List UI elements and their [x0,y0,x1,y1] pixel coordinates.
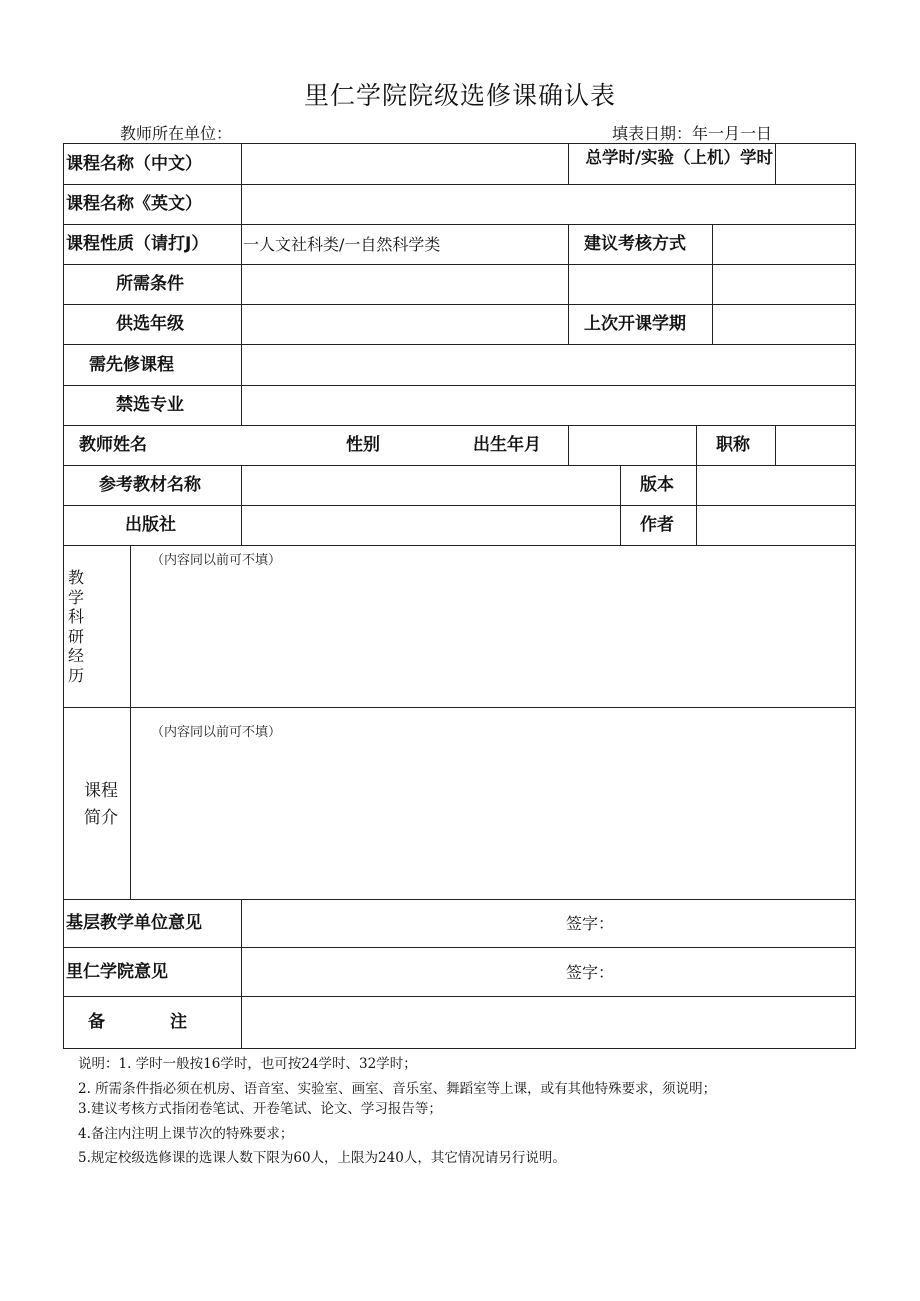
note-line-4: 4.备注内注明上课节次的特殊要求； [78,1126,294,1142]
teacher-unit-label: 教师所在单位： [120,124,233,143]
remark-label-char2: 注 [170,1012,187,1032]
course-name-en-label: 课程名称《英文） [66,194,202,214]
course-name-cn-label: 课程名称（中文） [66,154,202,174]
requirements-label: 所需条件 [116,274,184,294]
experience-label: 教学科研经历 [68,568,85,685]
course-nature-options: 一人文社科类/一自然科学类 [243,235,441,254]
unit-opinion-label: 基层教学单位意见 [66,913,202,933]
total-hours-label: 总学时/实验（上机）学时 [585,148,773,167]
college-opinion-label: 里仁学院意见 [66,962,168,982]
birth-label: 出生年月 [473,435,541,455]
title-rank-label: 职称 [716,435,750,455]
note-line-5: 5.规定校级选修课的选课人数下限为60人，上限为240人，其它情况请另行说明。 [78,1150,566,1166]
form-title: 里仁学院院级选修课确认表 [303,81,616,110]
note-line-1: 说明：1. 学时一般按16学时，也可按24学时、32学时； [78,1056,417,1072]
last-term-label: 上次开课学期 [584,314,686,334]
teacher-name-label: 教师姓名 [79,435,147,455]
intro-label-line2: 简介 [84,808,118,828]
unit-sign-label: 签字： [566,914,615,933]
assessment-method-label: 建议考核方式 [584,234,686,254]
intro-label-line1: 课程 [84,781,118,801]
fill-date-label: 填表日期：年一月一日 [612,124,773,143]
college-sign-label: 签字： [566,963,615,982]
note-line-2: 2. 所需条件指必须在机房、语音室、实验室、画室、音乐室、舞蹈室等上课，或有其他特殊要求，须说明； [78,1081,717,1097]
intro-note: （内容同以前可不填） [151,725,282,740]
banned-major-label: 禁选专业 [116,395,184,415]
publisher-label: 出版社 [125,515,176,535]
experience-note: （内容同以前可不填） [151,553,282,568]
prerequisite-label: 需先修课程 [89,355,174,375]
author-label: 作者 [640,515,674,535]
gender-label: 性别 [346,435,380,455]
course-nature-label: 课程性质（请打J） [66,234,209,254]
edition-label: 版本 [640,475,674,495]
textbook-label: 参考教材名称 [99,475,201,495]
remark-label-char1: 备 [88,1012,105,1032]
note-line-3: 3.建议考核方式指闭卷笔试、开卷笔试、论文、学习报告等； [78,1101,442,1117]
grade-label: 供选年级 [116,314,184,334]
